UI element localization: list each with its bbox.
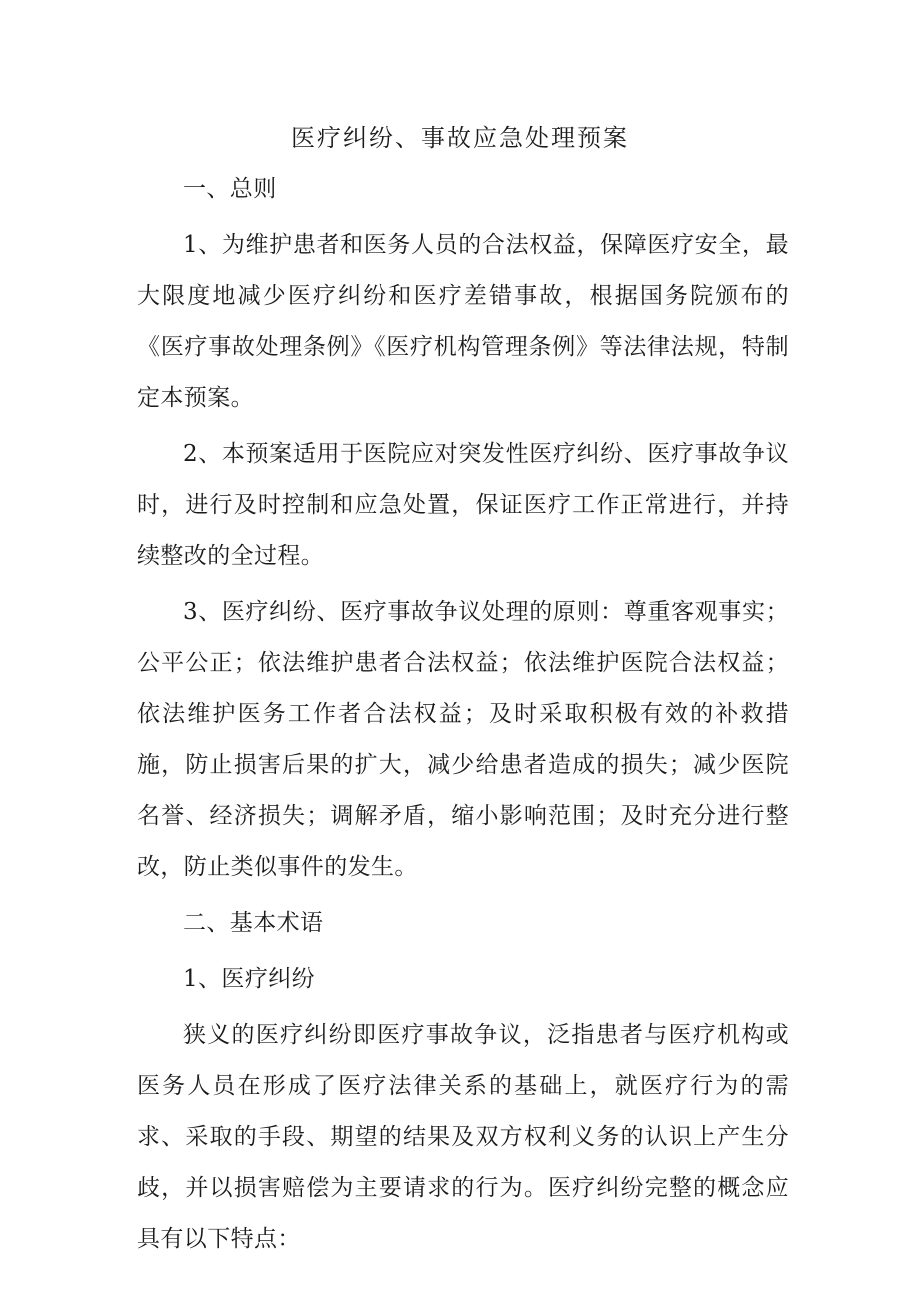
paragraph-principles: 3、医疗纠纷、医疗事故争议处理的原则：尊重客观事实；公平公正；依法维护患者合法权益；依法维护医院合法权益；依法维护医务工作者合法权益；及时采取积极有效的补救措施，防止损害后果的扩大，减少给患者造成的损失；减少医院名誉、经济损失；调解矛盾，缩小影响范围；及时充分进行整改，防止类似事件的发生。: [137, 599, 789, 880]
document-body: [137, 164, 789, 1265]
subheading-medical-dispute: 1、医疗纠纷: [183, 966, 316, 992]
paragraph-scope: 2、本预案适用于医院应对突发性医疗纠纷、医疗事故争议时，进行及时控制和应急处置，保证医疗工作正常进行，并持续整改的全过程。: [137, 441, 789, 569]
paragraph-purpose: 1、为维护患者和医务人员的合法权益，保障医疗安全，最大限度地减少医疗纠纷和医疗差错事故，根据国务院颁布的《医疗事故处理条例》《医疗机构管理条例》等法律法规，特制定本预案。: [137, 232, 789, 411]
document-title: 医疗纠纷、事故应急处理预案: [291, 124, 629, 152]
section-heading-general: 一、总则: [183, 176, 277, 202]
section-heading-terms: 二、基本术语: [183, 910, 324, 936]
paragraph-definition: 狭义的医疗纠纷即医疗事故争议，泛指患者与医疗机构或医务人员在形成了医疗法律关系的基础上，就医疗行为的需求、采取的手段、期望的结果及双方权利义务的认识上产生分歧，并以损害赔偿为主要请求的行为。医疗纠纷完整的概念应具有以下特点：: [137, 1022, 789, 1252]
